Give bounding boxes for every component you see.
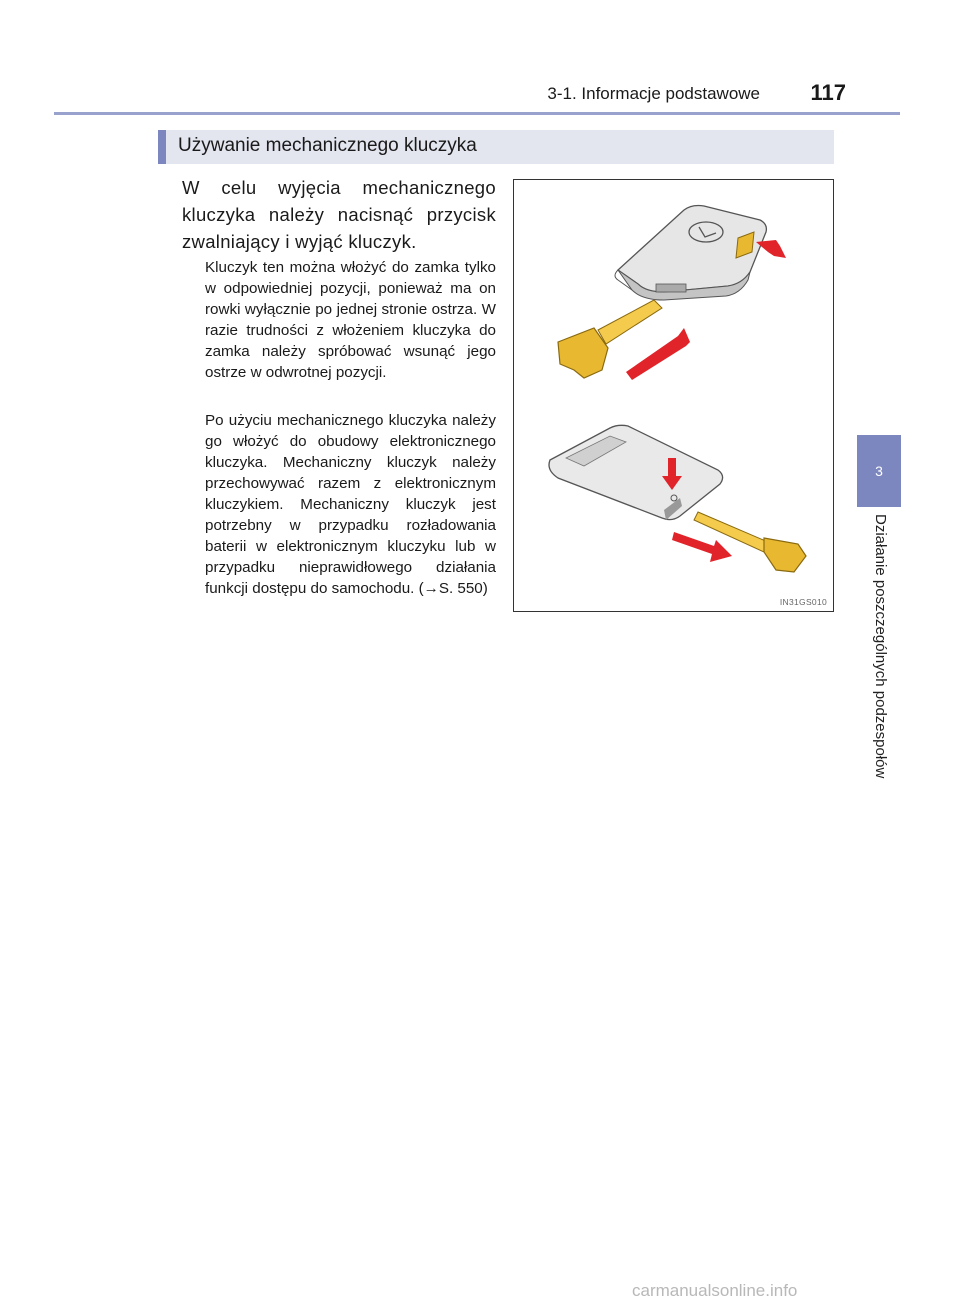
pull-arrow-icon-2 bbox=[672, 532, 732, 562]
electronic-key-card bbox=[549, 425, 723, 520]
note-paragraph-2: Po użyciu mechanicznego kluczyka należy go włożyć do obudowy elektronicznego kluczyka. Mechaniczny kluczyk należy przechowywać razem z elektronicznym kluczykiem. Mechaniczny kluczyk jest potrzebny w przypadku rozładowania baterii w elektronicznym kluczyku lub w przypadku nieprawidłowego działania funkcji dostępu do samochodu. (→S. 550) bbox=[205, 412, 496, 597]
section-title: Używanie mechanicznego kluczyka bbox=[178, 135, 477, 156]
chapter-side-title: Działanie poszczególnych podzespołów bbox=[872, 514, 889, 779]
figure-code: IN31GS010 bbox=[779, 597, 827, 607]
section-heading bbox=[158, 130, 834, 164]
pull-arrow-icon-1 bbox=[626, 328, 690, 380]
key-illustration-drawing bbox=[514, 180, 833, 611]
mechanical-key-bottom bbox=[694, 512, 806, 572]
running-header: 3-1. Informacje podstawowe bbox=[547, 84, 760, 103]
note-paragraph-1: Kluczyk ten można włożyć do zamka tylko w odpowiedniej pozycji, ponieważ ma on rowki wyłącznie po jednej stronie ostrza. W razie trudności z włożeniem kluczyka do zamka należy spróbować wsunąć jego ostrze w odwrotnej pozycji. bbox=[205, 259, 496, 381]
key-illustration bbox=[513, 179, 834, 612]
chapter-tab bbox=[857, 435, 901, 507]
page-number: 117 bbox=[810, 80, 846, 105]
watermark: carmanualsonline.info bbox=[632, 1281, 798, 1300]
chapter-number: 3 bbox=[875, 463, 883, 479]
header-rule bbox=[54, 112, 900, 115]
release-arrow-icon bbox=[756, 240, 786, 258]
intro-paragraph: W celu wyjęcia mechanicznego kluczyka należy nacisnąć przycisk zwalniający i wyjąć kluczyk. bbox=[182, 177, 496, 252]
